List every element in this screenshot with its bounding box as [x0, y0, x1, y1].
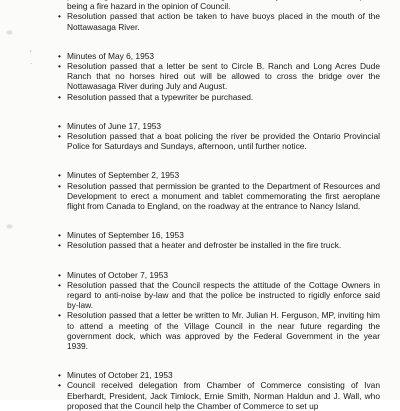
binder-hole	[6, 224, 13, 229]
pencil-mark: ′ .	[30, 49, 33, 66]
minutes-heading: • Minutes of June 17, 1953	[58, 121, 380, 131]
resolution-item: • Resolution passed that a boat policing the river be provided the Ontario Provincial Police for Saturdays and Sundays, afternoon, until further notice.	[58, 131, 380, 151]
minutes-heading: • Minutes of September 2, 1953	[58, 170, 380, 180]
resolution-item: • being a fire hazard in the opinion of Council.	[58, 0, 380, 11]
resolution-item: • Resolution passed that a letter be sent to Circle B. Ranch and Long Acres Dude Ranch that no horses hired out will be allowed to cross the bridge over the Nottawasaga River during July and August.	[58, 61, 380, 92]
minutes-heading: • Minutes of May 6, 1953	[58, 51, 380, 61]
minutes-block	[58, 230, 380, 250]
binder-holes	[6, 0, 18, 400]
minutes-block	[58, 121, 380, 152]
resolution-item: • Resolution passed that action be taken to have buoys placed in the mouth of the Nottawasaga River.	[58, 11, 380, 31]
resolution-item: • Resolution passed that permission be granted to the Department of Resources and Development to erect a monument and tablet commemorating the first aeroplane flight from Canada to England, on the roadway at the entrance to Nancy Island.	[58, 181, 380, 212]
minutes-block	[58, 270, 380, 352]
minutes-block	[58, 370, 380, 411]
resolution-item: • Resolution passed that a typewriter be purchased.	[58, 92, 380, 102]
minutes-heading: • Minutes of October 21, 1953	[58, 370, 380, 380]
resolution-item: • Resolution passed that a heater and defroster be installed in the fire truck.	[58, 240, 380, 250]
minutes-heading: • Minutes of September 16, 1953	[58, 230, 380, 240]
minutes-block	[58, 0, 380, 32]
resolution-item: • Resolution passed that the Council respects the attitude of the Cottage Owners in regard to anti-noise by-law and that the police be instructed to rigidly enforce said by-law.	[58, 280, 380, 311]
minutes-block	[58, 51, 380, 102]
resolution-item: • Resolution passed that a letter be written to Mr. Julian H. Ferguson, MP, inviting him to attend a meeting of the Village Council in the near future regarding the government dock, which was approved by the Federal Government in the year 1939.	[58, 310, 380, 351]
binder-hole	[6, 30, 13, 35]
minutes-content	[58, 0, 380, 411]
resolution-item: • Council received delegation from Chamber of Commerce consisting of Ivan Eberhardt, President, Jack Timlock, Ernie Smith, Norman Haldun and J. Wall, who proposed that the Council help the Chamber of Commerce to set up	[58, 380, 380, 411]
minutes-heading: • Minutes of October 7, 1953	[58, 270, 380, 280]
minutes-block	[58, 170, 380, 211]
